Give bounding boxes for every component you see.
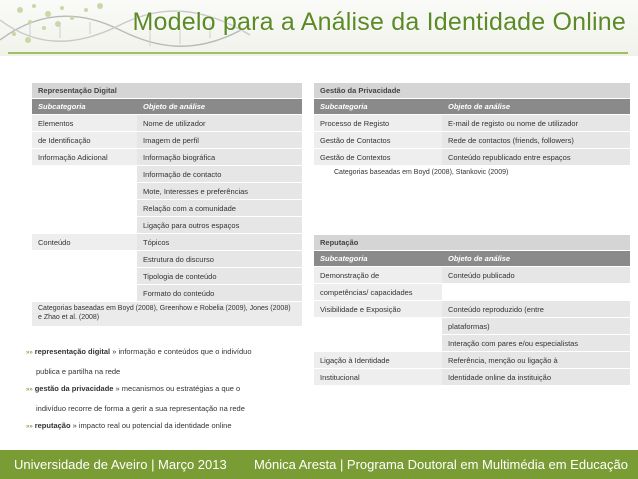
object-cell: Ligação para outros espaços xyxy=(137,217,302,233)
table-row xyxy=(314,284,630,300)
table-row xyxy=(32,234,302,250)
object-cell: Imagem de perfil xyxy=(137,132,302,148)
bullet-marker-icon: »» xyxy=(26,350,33,356)
subcategory-cell xyxy=(314,318,442,334)
definition-item xyxy=(26,417,316,437)
table-row xyxy=(32,268,302,284)
representation-table xyxy=(32,82,302,327)
definition-continuation: indivíduo recorre de forma a gerir a sua representação na rede xyxy=(36,403,245,413)
subcategory-cell xyxy=(32,200,137,216)
privacy-table xyxy=(314,82,630,182)
definition-item xyxy=(26,343,316,363)
object-cell: Rede de contactos (friends, followers) xyxy=(442,132,630,148)
subcategory-cell xyxy=(32,166,137,182)
table-row xyxy=(314,369,630,385)
table-row xyxy=(314,318,630,334)
object-cell: Conteúdo publicado xyxy=(442,267,630,283)
subcategory-cell: Visibilidade e Exposição xyxy=(314,301,442,317)
definition-term: gestão da privacidade xyxy=(34,384,114,393)
subcategory-cell: Elementos xyxy=(32,115,137,131)
table-row xyxy=(32,166,302,182)
object-cell: Estrutura do discurso xyxy=(137,251,302,267)
table-row xyxy=(32,251,302,267)
table-header-row xyxy=(314,251,630,266)
object-cell: Tipologia de conteúdo xyxy=(137,268,302,284)
object-cell: Mote, Interesses e preferências xyxy=(137,183,302,199)
object-cell: Conteúdo reproduzido (entre xyxy=(442,301,630,317)
footer-bar xyxy=(0,450,638,479)
object-cell: Informação biográfica xyxy=(137,149,302,165)
table-row xyxy=(32,115,302,131)
table-row xyxy=(314,352,630,368)
object-cell: Identidade online da instituição xyxy=(442,369,630,385)
subcategory-cell: Conteúdo xyxy=(32,234,137,250)
definition-text: » mecanismos ou estratégias a que o xyxy=(113,384,241,393)
subcategory-cell xyxy=(32,251,137,267)
subcategory-cell: Gestão de Contextos xyxy=(314,149,442,165)
subcategory-cell: Gestão de Contactos xyxy=(314,132,442,148)
subcategory-cell xyxy=(32,217,137,233)
subcategory-cell: Institucional xyxy=(314,369,442,385)
column-header: Subcategoria xyxy=(32,99,137,114)
subcategory-cell xyxy=(32,183,137,199)
table-row xyxy=(314,149,630,165)
object-cell: plataformas) xyxy=(442,318,630,334)
table-row xyxy=(314,267,630,283)
object-cell: Informação de contacto xyxy=(137,166,302,182)
definition-term: reputação xyxy=(34,421,71,430)
object-cell xyxy=(442,284,630,300)
object-cell: Interação com pares e/ou especialistas xyxy=(442,335,630,351)
subcategory-cell: Informação Adicional xyxy=(32,149,137,165)
subcategory-cell: Demonstração de xyxy=(314,267,442,283)
table-header-row xyxy=(32,99,302,114)
definitions-list xyxy=(26,343,316,437)
object-cell: Tópicos xyxy=(137,234,302,250)
subcategory-cell: competências/ capacidades xyxy=(314,284,442,300)
subcategory-cell: de Identificação xyxy=(32,132,137,148)
table-note: Categorias baseadas em Boyd (2008), Greenhow e Robelia (2009), Jones (2008) e Zhao et al. (2008) xyxy=(32,302,302,326)
table-note-row xyxy=(32,302,302,326)
column-header: Objeto de análise xyxy=(137,99,302,114)
table-row xyxy=(314,335,630,351)
object-cell: Conteúdo republicado entre espaços xyxy=(442,149,630,165)
subcategory-cell xyxy=(32,268,137,284)
header-banner xyxy=(0,0,638,56)
object-cell: Formato do conteúdo xyxy=(137,285,302,301)
table-row xyxy=(32,200,302,216)
bullet-marker-icon: »» xyxy=(26,387,33,393)
definition-term: representação digital xyxy=(34,347,111,356)
table-title-row xyxy=(32,83,302,98)
table-row xyxy=(32,149,302,165)
object-cell: Relação com a comunidade xyxy=(137,200,302,216)
subcategory-cell: Processo de Registo xyxy=(314,115,442,131)
definition-text: » informação e conteúdos que o indivíduo xyxy=(110,347,252,356)
table-header-row xyxy=(314,99,630,114)
column-header: Objeto de análise xyxy=(442,251,630,266)
table-row xyxy=(32,183,302,199)
table-row xyxy=(314,132,630,148)
definition-item xyxy=(26,380,316,400)
table-title-row xyxy=(314,83,630,98)
subcategory-cell xyxy=(32,285,137,301)
title-divider xyxy=(8,52,628,54)
table-row xyxy=(32,217,302,233)
footer-left: Universidade de Aveiro | Março 2013 xyxy=(14,457,227,472)
table-note-row xyxy=(314,166,630,181)
reputation-table xyxy=(314,234,630,386)
table-row xyxy=(32,132,302,148)
footer-right: Mónica Aresta | Programa Doutoral em Multimédia em Educação xyxy=(253,457,628,472)
column-header: Subcategoria xyxy=(314,251,442,266)
table-row xyxy=(32,285,302,301)
table-row xyxy=(314,301,630,317)
table-note: Categorias baseadas em Boyd (2008), Stankovic (2009) xyxy=(314,166,630,181)
object-cell: Referência, menção ou ligação à xyxy=(442,352,630,368)
column-header: Objeto de análise xyxy=(442,99,630,114)
bullet-marker-icon: »» xyxy=(26,424,33,430)
page-title: Modelo para a Análise da Identidade Online xyxy=(132,8,626,36)
column-header: Subcategoria xyxy=(314,99,442,114)
table-title: Reputação xyxy=(314,235,630,250)
table-title: Gestão da Privacidade xyxy=(314,83,630,98)
table-title: Representação Digital xyxy=(32,83,302,98)
object-cell: Nome de utilizador xyxy=(137,115,302,131)
definition-text: » impacto real ou potencial da identidade online xyxy=(70,421,232,430)
table-title-row xyxy=(314,235,630,250)
subcategory-cell xyxy=(314,335,442,351)
table-row xyxy=(314,115,630,131)
definition-continuation: publica e partilha na rede xyxy=(36,366,121,376)
subcategory-cell: Ligação à Identidade xyxy=(314,352,442,368)
object-cell: E-mail de registo ou nome de utilizador xyxy=(442,115,630,131)
